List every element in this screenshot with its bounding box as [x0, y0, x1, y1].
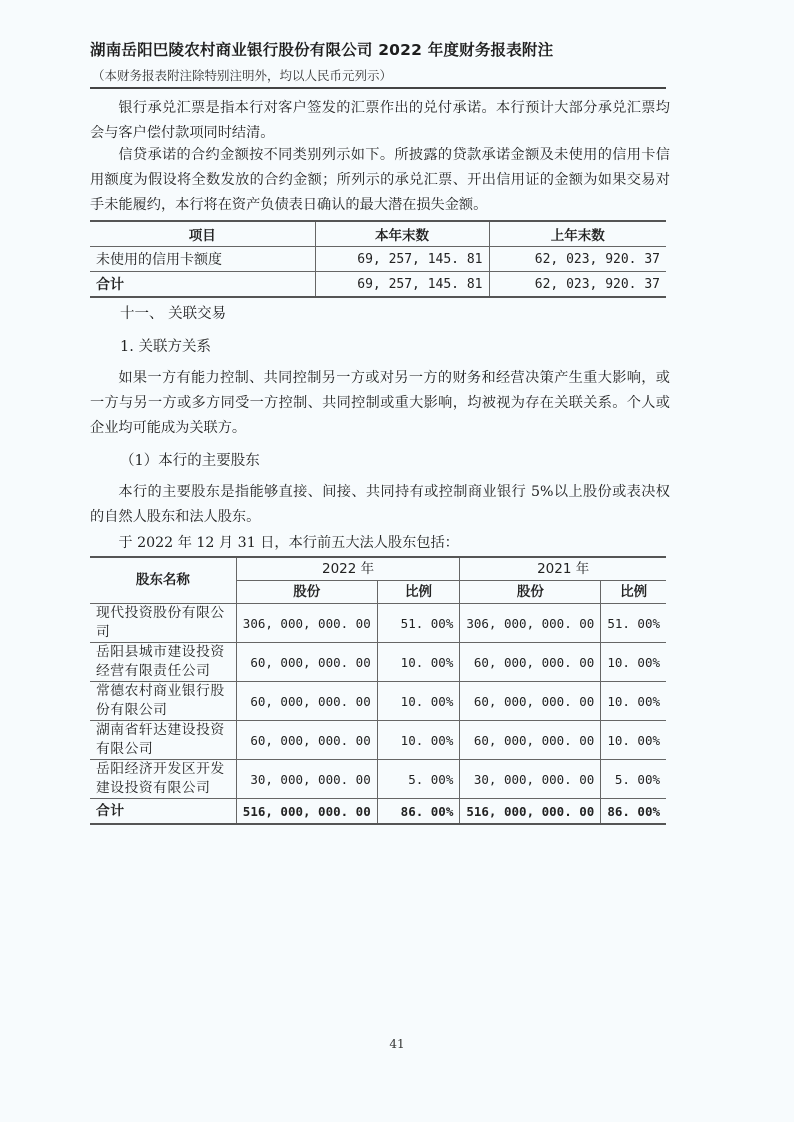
total-shares-2021: 516, 000, 000. 00	[460, 799, 601, 825]
paragraph-credit-commitments: 信贷承诺的合约金额按不同类别列示如下。所披露的贷款承诺金额及未使用的信用卡信用额度为假设将全数发放的合约金额；所列示的承兑汇票、开出信用证的金额为如果交易对手未能履约，本行将在资产负债表日确认的最大潜在损失金额。	[90, 147, 670, 213]
table-row	[90, 604, 666, 643]
ratio-2021: 10. 00%	[601, 721, 666, 760]
ratio-2022: 10. 00%	[377, 721, 460, 760]
header-divider	[90, 87, 666, 89]
shareholder-name: 现代投资股份有限公司	[90, 604, 236, 643]
ratio-2022: 51. 00%	[377, 604, 460, 643]
table-header-row	[90, 557, 666, 581]
document-header-title: 湖南岳阳巴陵农村商业银行股份有限公司 2022 年度财务报表附注	[90, 41, 554, 59]
row-current: 69, 257, 145. 81	[315, 247, 489, 272]
column-header-ratio-2021: 比例	[601, 581, 666, 604]
shares-2021: 30, 000, 000. 00	[460, 760, 601, 799]
column-header-2021: 2021 年	[460, 557, 666, 581]
paragraph-acceptance-bills: 银行承兑汇票是指本行对客户签发的汇票作出的兑付承诺。本行预计大部分承兑汇票均会与客户偿付款项同时结清。	[90, 100, 670, 141]
row-previous: 62, 023, 920. 37	[489, 247, 666, 272]
shares-2021: 60, 000, 000. 00	[460, 721, 601, 760]
table-row	[90, 643, 666, 682]
shares-2022: 60, 000, 000. 00	[236, 682, 377, 721]
table-total-row	[90, 799, 666, 825]
total-label: 合计	[90, 272, 315, 298]
shares-2021: 60, 000, 000. 00	[460, 643, 601, 682]
paragraph-top-five-intro: 于 2022 年 12 月 31 日，本行前五大法人股东包括：	[118, 535, 459, 551]
total-previous: 62, 023, 920. 37	[489, 272, 666, 298]
total-label: 合计	[90, 799, 236, 825]
column-header-current: 本年末数	[315, 221, 489, 247]
column-header-name: 股东名称	[90, 557, 236, 604]
paragraph-related-party-definition: 如果一方有能力控制、共同控制另一方或对另一方的财务和经营决策产生重大影响，或一方与另一方或多方同受一方控制、共同控制或重大影响，均被视为存在关联关系。个人或企业均可能成为关联方。	[90, 370, 670, 436]
shares-2022: 30, 000, 000. 00	[236, 760, 377, 799]
subsection-heading: 1. 关联方关系	[120, 339, 211, 355]
ratio-2021: 51. 00%	[601, 604, 666, 643]
ratio-2021: 5. 00%	[601, 760, 666, 799]
column-header-2022: 2022 年	[236, 557, 460, 581]
credit-commitment-table	[90, 220, 666, 298]
ratio-2021: 10. 00%	[601, 643, 666, 682]
document-header-subtitle: （本财务报表附注除特别注明外，均以人民币元列示）	[92, 68, 393, 83]
shareholder-name: 岳阳经济开发区开发建设投资有限公司	[90, 760, 236, 799]
paragraph-major-shareholders: 本行的主要股东是指能够直接、间接、共同持有或控制商业银行 5%以上股份或表决权的自然人股东和法人股东。	[90, 484, 670, 525]
page-number: 41	[389, 1037, 405, 1051]
ratio-2022: 5. 00%	[377, 760, 460, 799]
total-shares-2022: 516, 000, 000. 00	[236, 799, 377, 825]
table-row	[90, 247, 666, 272]
table-row	[90, 682, 666, 721]
table-row	[90, 760, 666, 799]
column-header-shares-2021: 股份	[460, 581, 601, 604]
shareholder-name: 常德农村商业银行股份有限公司	[90, 682, 236, 721]
shareholder-name: 湖南省轩达建设投资有限公司	[90, 721, 236, 760]
table-row	[90, 721, 666, 760]
ratio-2022: 10. 00%	[377, 643, 460, 682]
column-header-ratio-2022: 比例	[377, 581, 460, 604]
ratio-2021: 10. 00%	[601, 682, 666, 721]
shareholder-name: 岳阳县城市建设投资经营有限责任公司	[90, 643, 236, 682]
shares-2022: 60, 000, 000. 00	[236, 721, 377, 760]
total-current: 69, 257, 145. 81	[315, 272, 489, 298]
table-total-row	[90, 272, 666, 298]
column-header-item: 项目	[90, 221, 315, 247]
shares-2022: 60, 000, 000. 00	[236, 643, 377, 682]
column-header-previous: 上年末数	[489, 221, 666, 247]
column-header-shares-2022: 股份	[236, 581, 377, 604]
total-ratio-2021: 86. 00%	[601, 799, 666, 825]
shares-2021: 60, 000, 000. 00	[460, 682, 601, 721]
table-header-row	[90, 221, 666, 247]
section-heading: 十一、 关联交易	[120, 306, 227, 322]
sub-subsection-heading: （1）本行的主要股东	[120, 453, 260, 469]
shareholder-table	[90, 556, 666, 825]
row-item: 未使用的信用卡额度	[90, 247, 315, 272]
total-ratio-2022: 86. 00%	[377, 799, 460, 825]
ratio-2022: 10. 00%	[377, 682, 460, 721]
shares-2022: 306, 000, 000. 00	[236, 604, 377, 643]
shares-2021: 306, 000, 000. 00	[460, 604, 601, 643]
